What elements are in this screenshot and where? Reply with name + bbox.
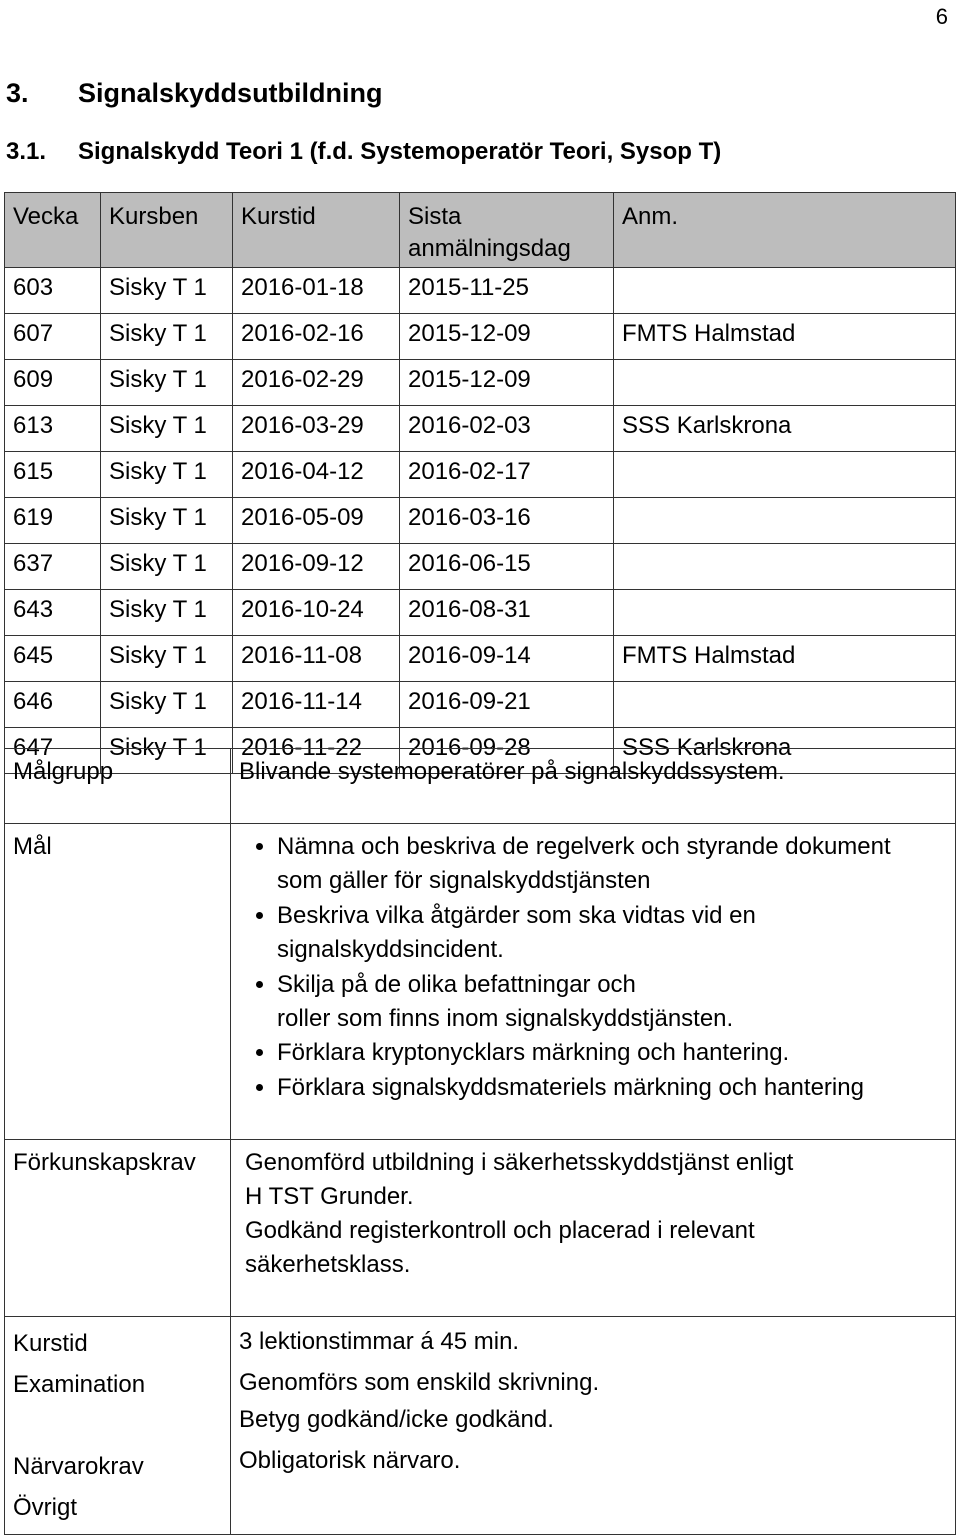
cell-sista-anmalningsdag: 2016-09-14 [400, 636, 614, 682]
subsection-number: 3.1. [6, 138, 47, 165]
header-anm: Anm. [614, 193, 956, 268]
table-row [5, 268, 956, 314]
cell-kursben: Sisky T 1 [101, 406, 233, 452]
mal-goals [231, 824, 956, 1140]
misc-labels [5, 1317, 231, 1535]
cell-kursben: Sisky T 1 [101, 590, 233, 636]
cell-kursben: Sisky T 1 [101, 314, 233, 360]
examination-value-2: Betyg godkänd/icke godkänd. [239, 1406, 554, 1433]
misc-values [231, 1317, 956, 1535]
cell-kursben: Sisky T 1 [101, 544, 233, 590]
cell-sista-anmalningsdag: 2016-08-31 [400, 590, 614, 636]
goal-item: • Nämna och beskriva de regelverk och styrande dokument som gäller för signalskyddstjänsten [277, 830, 947, 899]
cell-kursben: Sisky T 1 [101, 452, 233, 498]
info-row-malgrupp [5, 749, 956, 824]
cell-sista-anmalningsdag: 2016-02-17 [400, 452, 614, 498]
table-row [5, 452, 956, 498]
header-kurstid: Kurstid [233, 193, 400, 268]
cell-kurstid: 2016-03-29 [233, 406, 400, 452]
cell-anm: SSS Karlskrona [614, 728, 956, 774]
cell-vecka: 607 [5, 314, 101, 360]
header-kursben: Kursben [101, 193, 233, 268]
narvarokrav-value: Obligatorisk närvaro. [239, 1447, 461, 1474]
cell-vecka: 646 [5, 682, 101, 728]
section-heading [6, 78, 383, 109]
forkunskapskrav-value: Genomförd utbildning i säkerhetsskyddstjänst enligt H TST Grunder. Godkänd registerkontroll och placerad i relevant säkerhetsklass. [231, 1140, 956, 1317]
info-row-misc [5, 1317, 956, 1535]
goal-item: • Förklara signalskyddsmateriels märkning och hantering [277, 1071, 947, 1105]
cell-anm: SSS Karlskrona [614, 406, 956, 452]
header-vecka: Vecka [5, 193, 101, 268]
cell-kurstid: 2016-02-29 [233, 360, 400, 406]
kurstid-label: Kurstid [13, 1330, 88, 1357]
cell-vecka: 613 [5, 406, 101, 452]
cell-vecka: 609 [5, 360, 101, 406]
header-sista-anmalningsdag: Sista anmälningsdag [400, 193, 614, 268]
info-row-forkunskapskrav [5, 1140, 956, 1317]
subsection-heading [6, 138, 721, 166]
kurstid-value: 3 lektionstimmar á 45 min. [239, 1328, 520, 1355]
cell-vecka: 637 [5, 544, 101, 590]
cell-sista-anmalningsdag: 2015-12-09 [400, 360, 614, 406]
table-row [5, 636, 956, 682]
table-row [5, 682, 956, 728]
table-row [5, 544, 956, 590]
cell-kursben: Sisky T 1 [101, 268, 233, 314]
cell-kursben: Sisky T 1 [101, 682, 233, 728]
cell-sista-anmalningsdag: 2016-06-15 [400, 544, 614, 590]
goal-item: • Beskriva vilka åtgärder som ska vidtas vid en signalskyddsincident. [277, 899, 947, 968]
course-info-table [4, 748, 956, 1535]
cell-kurstid: 2016-11-14 [233, 682, 400, 728]
table-row [5, 406, 956, 452]
cell-anm [614, 498, 956, 544]
cell-kurstid: 2016-02-16 [233, 314, 400, 360]
cell-sista-anmalningsdag: 2015-11-25 [400, 268, 614, 314]
course-schedule-table [4, 192, 956, 774]
mal-label: Mål [5, 824, 231, 1140]
goal-item: • Skilja på de olika befattningar och roller som finns inom signalskyddstjänsten. [277, 968, 947, 1037]
cell-kursben: Sisky T 1 [101, 728, 233, 774]
cell-kurstid: 2016-11-22 [233, 728, 400, 774]
cell-vecka: 619 [5, 498, 101, 544]
cell-anm [614, 268, 956, 314]
narvarokrav-label: Närvarokrav [13, 1453, 144, 1480]
cell-kurstid: 2016-04-12 [233, 452, 400, 498]
cell-anm [614, 682, 956, 728]
table-row [5, 498, 956, 544]
examination-label: Examination [13, 1371, 146, 1398]
cell-sista-anmalningsdag: 2016-09-28 [400, 728, 614, 774]
ovrigt-label: Övrigt [13, 1494, 78, 1521]
info-row-mal [5, 824, 956, 1140]
cell-sista-anmalningsdag: 2016-02-03 [400, 406, 614, 452]
cell-kurstid: 2016-05-09 [233, 498, 400, 544]
goal-item: • Förklara kryptonycklars märkning och hantering. [277, 1036, 947, 1070]
cell-vecka: 647 [5, 728, 101, 774]
examination-value-1: Genomförs som enskild skrivning. [239, 1369, 600, 1396]
cell-kursben: Sisky T 1 [101, 636, 233, 682]
table-row [5, 314, 956, 360]
cell-anm: FMTS Halmstad [614, 314, 956, 360]
cell-sista-anmalningsdag: 2016-03-16 [400, 498, 614, 544]
cell-kursben: Sisky T 1 [101, 360, 233, 406]
section-number: 3. [6, 78, 29, 108]
cell-anm: FMTS Halmstad [614, 636, 956, 682]
malgrupp-label: Målgrupp [5, 749, 231, 824]
cell-vecka: 603 [5, 268, 101, 314]
cell-vecka: 645 [5, 636, 101, 682]
cell-kursben: Sisky T 1 [101, 498, 233, 544]
cell-anm [614, 544, 956, 590]
malgrupp-value: Blivande systemoperatörer på signalskyddssystem. [231, 749, 956, 824]
cell-anm [614, 360, 956, 406]
cell-anm [614, 590, 956, 636]
table-row [5, 360, 956, 406]
subsection-title: Signalskydd Teori 1 (f.d. Systemoperatör Teori, Sysop T) [78, 138, 722, 165]
cell-kurstid: 2016-09-12 [233, 544, 400, 590]
goal-list [239, 830, 947, 1105]
cell-sista-anmalningsdag: 2016-09-21 [400, 682, 614, 728]
page-number: 6 [935, 4, 948, 29]
section-title: Signalskyddsutbildning [78, 78, 383, 108]
cell-vecka: 615 [5, 452, 101, 498]
cell-kurstid: 2016-10-24 [233, 590, 400, 636]
forkunskapskrav-label: Förkunskapskrav [5, 1140, 231, 1317]
table-header-row [5, 193, 956, 268]
cell-kurstid: 2016-01-18 [233, 268, 400, 314]
cell-kurstid: 2016-11-08 [233, 636, 400, 682]
cell-anm [614, 452, 956, 498]
table-row [5, 590, 956, 636]
cell-vecka: 643 [5, 590, 101, 636]
cell-sista-anmalningsdag: 2015-12-09 [400, 314, 614, 360]
